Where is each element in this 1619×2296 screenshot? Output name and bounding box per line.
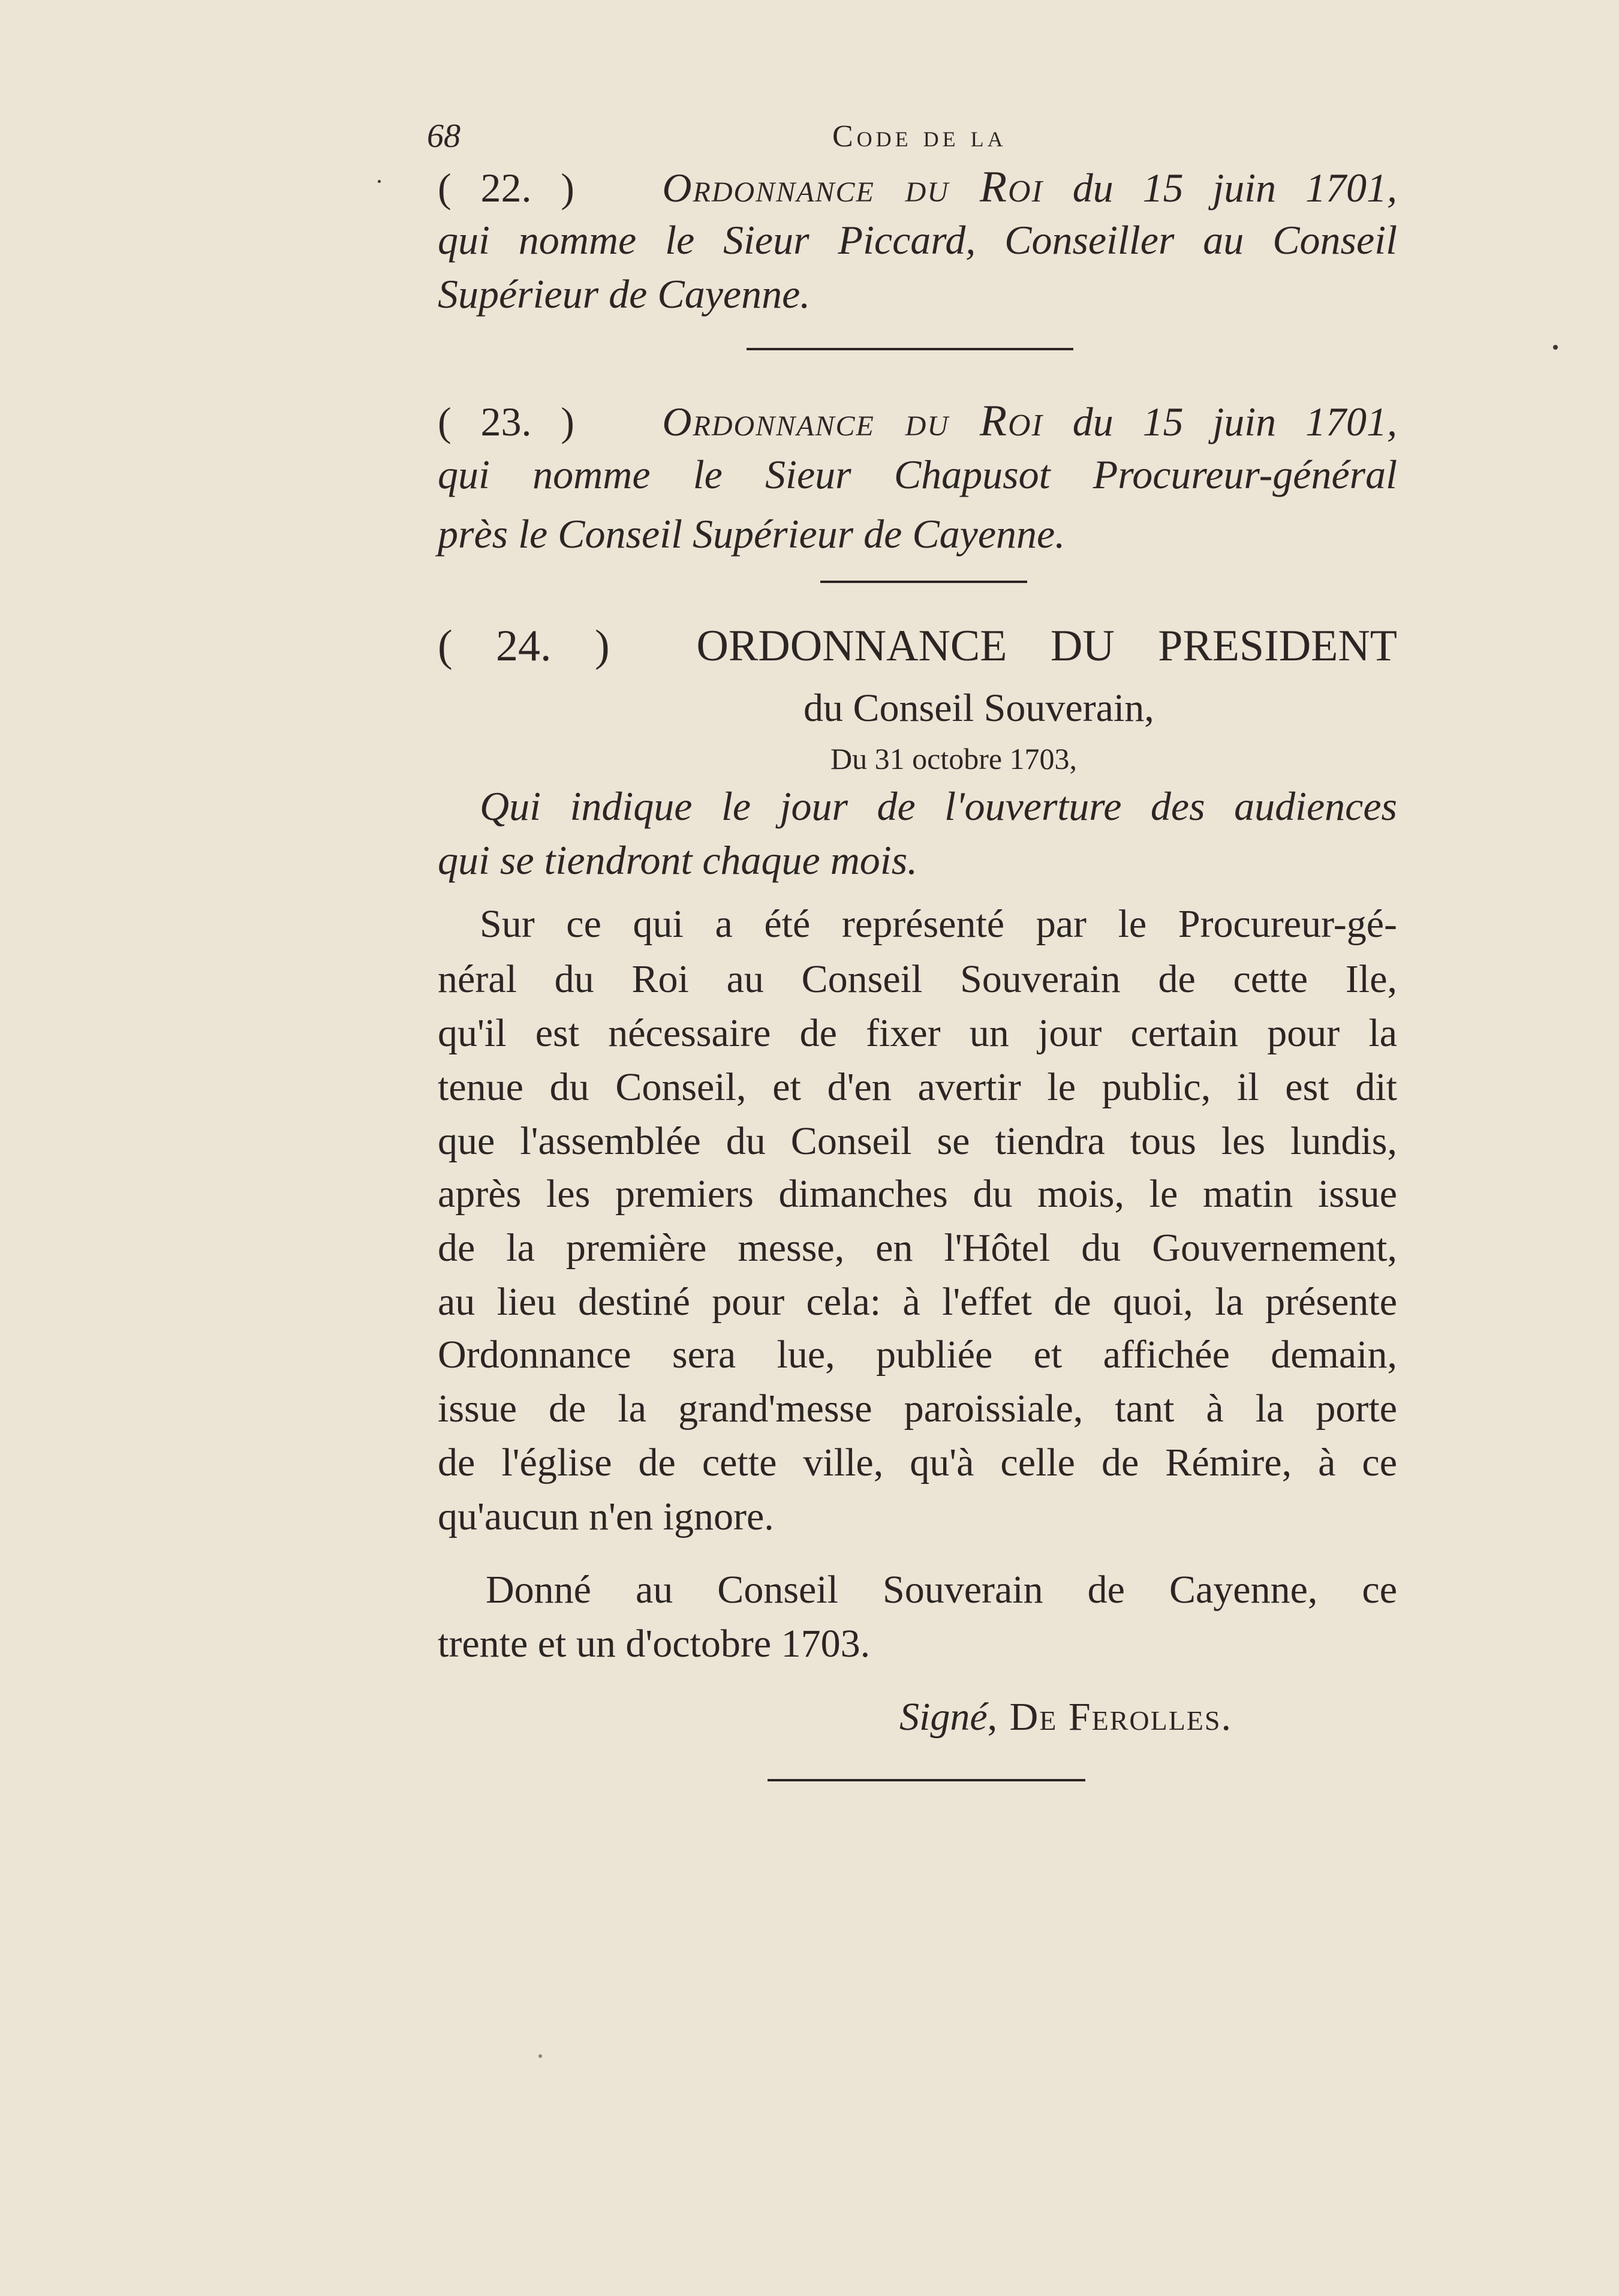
- signature: [899, 1697, 1379, 1737]
- body-line: issue de la grand'messe paroissiale, tant à la porte: [438, 1387, 1397, 1431]
- paper-speck: [1553, 345, 1558, 350]
- ordinance-summary-line-1: Qui indique le jour de l'ouverture des audiences: [480, 783, 1397, 829]
- entry-22-title-line: [438, 163, 1397, 212]
- signature-name: , De Ferolles.: [987, 1695, 1232, 1739]
- ordinance-subtitle: du Conseil Souverain,: [804, 686, 1154, 730]
- entry-22-title-lead: Ordonnance du: [662, 165, 980, 211]
- entry-23-title-date: du 15 juin 1701,: [1043, 399, 1397, 444]
- end-rule: [768, 1779, 1085, 1781]
- body-line: de la première messe, en l'Hôtel du Gouvernement,: [438, 1226, 1397, 1270]
- page-number: 68: [427, 118, 461, 155]
- entry-22-number: ( 22. ): [438, 165, 574, 211]
- entry-22-line-2: qui nomme le Sieur Piccard, Conseiller au Conseil: [438, 217, 1397, 263]
- ordinance-number: ( 24. ): [438, 621, 610, 671]
- ordinance-summary-line-2: qui se tiendront chaque mois.: [438, 837, 918, 883]
- body-line: tenue du Conseil, et d'en avertir le public, il est dit: [438, 1065, 1397, 1109]
- closing-line-1: Donné au Conseil Souverain de Cayenne, ce: [486, 1568, 1397, 1612]
- entry-22-line-3: Supérieur de Cayenne.: [438, 271, 811, 317]
- body-line: de l'église de cette ville, qu'à celle de Rémire, à ce: [438, 1441, 1397, 1484]
- running-head: Code de la: [832, 119, 1007, 154]
- entry-23-line-3: près le Conseil Supérieur de Cayenne.: [438, 511, 1066, 557]
- ordinance-title: ORDONNANCE DU PRESIDENT: [696, 621, 1397, 671]
- entry-23-number: ( 23. ): [438, 399, 574, 444]
- ordinance-title-line: [438, 621, 1397, 671]
- body-line: que l'assemblée du Conseil se tiendra tous les lundis,: [438, 1119, 1397, 1163]
- body-line: qu'aucun n'en ignore.: [438, 1495, 774, 1538]
- entry-23-line-2: qui nomme le Sieur Chapusot Procureur-général: [438, 452, 1397, 497]
- entry-23-title-lead: Ordonnance du: [662, 399, 980, 444]
- body-line: qu'il est nécessaire de fixer un jour certain pour la: [438, 1011, 1397, 1055]
- separator-rule: [820, 581, 1027, 583]
- entry-23-title-roi: Roi: [979, 396, 1043, 446]
- body-line: néral du Roi au Conseil Souverain de cette Ile,: [438, 957, 1397, 1001]
- paper-speck: [538, 2054, 542, 2058]
- body-line: après les premiers dimanches du mois, le matin issue: [438, 1172, 1397, 1216]
- body-line: au lieu destiné pour cela: à l'effet de quoi, la présente: [438, 1280, 1397, 1324]
- entry-22-title-date: du 15 juin 1701,: [1043, 165, 1397, 211]
- separator-rule: [747, 348, 1073, 350]
- entry-23-title-line: [438, 396, 1397, 446]
- closing-line-2: trente et un d'octobre 1703.: [438, 1622, 871, 1666]
- ordinance-date: Du 31 octobre 1703,: [830, 742, 1078, 776]
- paper-speck: [378, 180, 381, 183]
- body-line: Ordonnance sera lue, publiée et affichée demain,: [438, 1333, 1397, 1377]
- entry-22-title-roi: Roi: [979, 163, 1043, 212]
- signature-label: Signé: [899, 1695, 988, 1739]
- body-line: Sur ce qui a été représenté par le Procureur-gé-: [480, 902, 1397, 946]
